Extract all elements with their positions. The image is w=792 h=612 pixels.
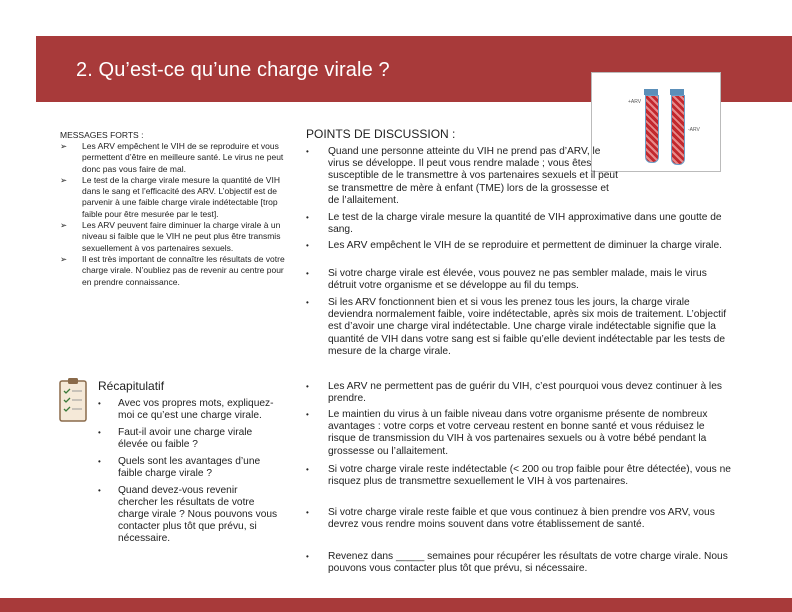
- bullet-icon: •: [98, 399, 101, 408]
- discussion-point: • Revenez dans _____ semaines pour récupérer les résultats de votre charge virale. Nous pouvons vous contacter plus tôt que prévu, si nécessaire.: [306, 551, 728, 575]
- discussion-point: • Si votre charge virale reste faible et que vous continuez à bien prendre vos ARV, vous devrez vous rendre moins souvent dans votre établissement de santé.: [306, 507, 715, 531]
- bullet-icon: •: [306, 241, 309, 250]
- key-message: ➢ Les ARV peuvent faire diminuer la charge virale à un niveau si faible que le VIH ne peut plus être transmis sexuellement à vos partenaires sexuels.: [60, 220, 281, 253]
- bullet-icon: •: [306, 298, 309, 307]
- key-message: ➢ Les ARV empêchent le VIH de se reproduire et vous permettent d’être en meilleure santé. Le virus ne peut donc pas vous faire de mal.: [60, 141, 284, 174]
- discussion-point: • Les ARV ne permettent pas de guérir du VIH, c’est pourquoi vous devez continuer à les prendre.: [306, 381, 722, 405]
- bullet-icon: •: [306, 213, 309, 222]
- bullet-icon: •: [306, 410, 309, 419]
- tube-label-right: -ARV: [688, 127, 700, 133]
- discussion-point: • Le test de la charge virale mesure la quantité de VIH approximative dans une goutte de sang.: [306, 212, 722, 236]
- bullet-icon: •: [98, 457, 101, 466]
- bullet-icon: •: [306, 465, 309, 474]
- recap-item: • Avec vos propres mots, expliquez-moi ce qu’est une charge virale.: [98, 398, 274, 421]
- arrow-bullet-icon: ➢: [60, 174, 68, 185]
- tube-left-icon: [645, 95, 659, 163]
- recap-list: [98, 398, 278, 550]
- discussion-title: POINTS DE DISCUSSION :: [306, 127, 456, 141]
- bullet-icon: •: [306, 508, 309, 517]
- recap-item: • Quels sont les avantages d’une faible charge virale ?: [98, 456, 261, 479]
- footer-bar: [0, 598, 792, 612]
- arrow-bullet-icon: ➢: [60, 253, 68, 264]
- bullet-icon: •: [98, 428, 101, 437]
- discussion-point: • Si votre charge virale reste indétectable (< 200 ou trop faible pour être détectée), vous ne risquez plus de transmettre sexuellement le VIH à vos partenaires.: [306, 464, 731, 488]
- key-message: ➢ Il est très important de connaître les résultats de votre charge virale. N’oubliez pas de revenir au centre pour en prendre connaissance.: [60, 253, 285, 287]
- bullet-icon: •: [306, 147, 309, 156]
- discussion-point: • Si votre charge virale est élevée, vous pouvez ne pas sembler malade, mais le virus détruit votre organisme et se développe au fil du temps.: [306, 268, 707, 292]
- bullet-icon: •: [306, 552, 309, 561]
- key-messages-heading: MESSAGES FORTS :: [60, 130, 144, 140]
- tube-label-left: +ARV: [628, 99, 642, 105]
- discussion-point: • Si les ARV fonctionnent bien et si vous les prenez tous les jours, la charge virale deviendra normalement faible, voire indétectable, après six mois de traitement. L’objectif est d’avoir une charge viral indétectable. Une charge virale indétectable signifie que la quantité de VIH dans votre sang est si faible qu’elle devient indétectable par les tests de mesure de la charge virale.: [306, 297, 727, 357]
- bullet-icon: •: [306, 269, 309, 278]
- recap-title: Récapitulatif: [98, 379, 165, 393]
- arrow-bullet-icon: ➢: [60, 141, 68, 151]
- recap-item: • Quand devez-vous revenir chercher les résultats de votre charge virale ? Nous pouvons vous contacter plus tôt que prévu, si nécessaire.: [98, 485, 278, 544]
- key-message: ➢ Le test de la charge virale mesure la quantité de VIH dans le sang et l’efficacité des ARV. L’objectif est de parvenir à une faible charge virale indétectable [trop faible pour être mesurée par le test].: [60, 174, 280, 219]
- discussion-point: • Les ARV empêchent le VIH de se reproduire et permettent de diminuer la charge virale.: [306, 240, 722, 251]
- tube-right-icon: [671, 95, 685, 165]
- page-title: 2. Qu’est-ce qu’une charge virale ?: [76, 59, 390, 81]
- recap-item: • Faut-il avoir une charge virale élevée ou faible ?: [98, 427, 253, 450]
- key-messages: [60, 130, 292, 288]
- bullet-icon: •: [306, 382, 309, 391]
- bullet-icon: •: [98, 486, 101, 495]
- arrow-bullet-icon: ➢: [60, 220, 68, 231]
- discussion-point: • Quand une personne atteinte du VIH ne prend pas d’ARV, le virus se développe. Il peut vous rendre malade ; vous êtes susceptible de le transmettre à vos partenaires sexuels et il peut se transmettre de mère à enfant (TME) lors de la grossesse et de l’allaitement.: [306, 146, 618, 206]
- clipboard-checklist-icon: [58, 377, 88, 423]
- discussion-point: • Le maintien du virus à un faible niveau dans votre organisme présente de nombreux avantages : votre corps et votre cerveau restent en bonne santé et vous réduisez le risque de transmission du VIH à vos partenaires sexuels ou à votre bébé pendant la grossesse ou l’allaitement.: [306, 409, 708, 457]
